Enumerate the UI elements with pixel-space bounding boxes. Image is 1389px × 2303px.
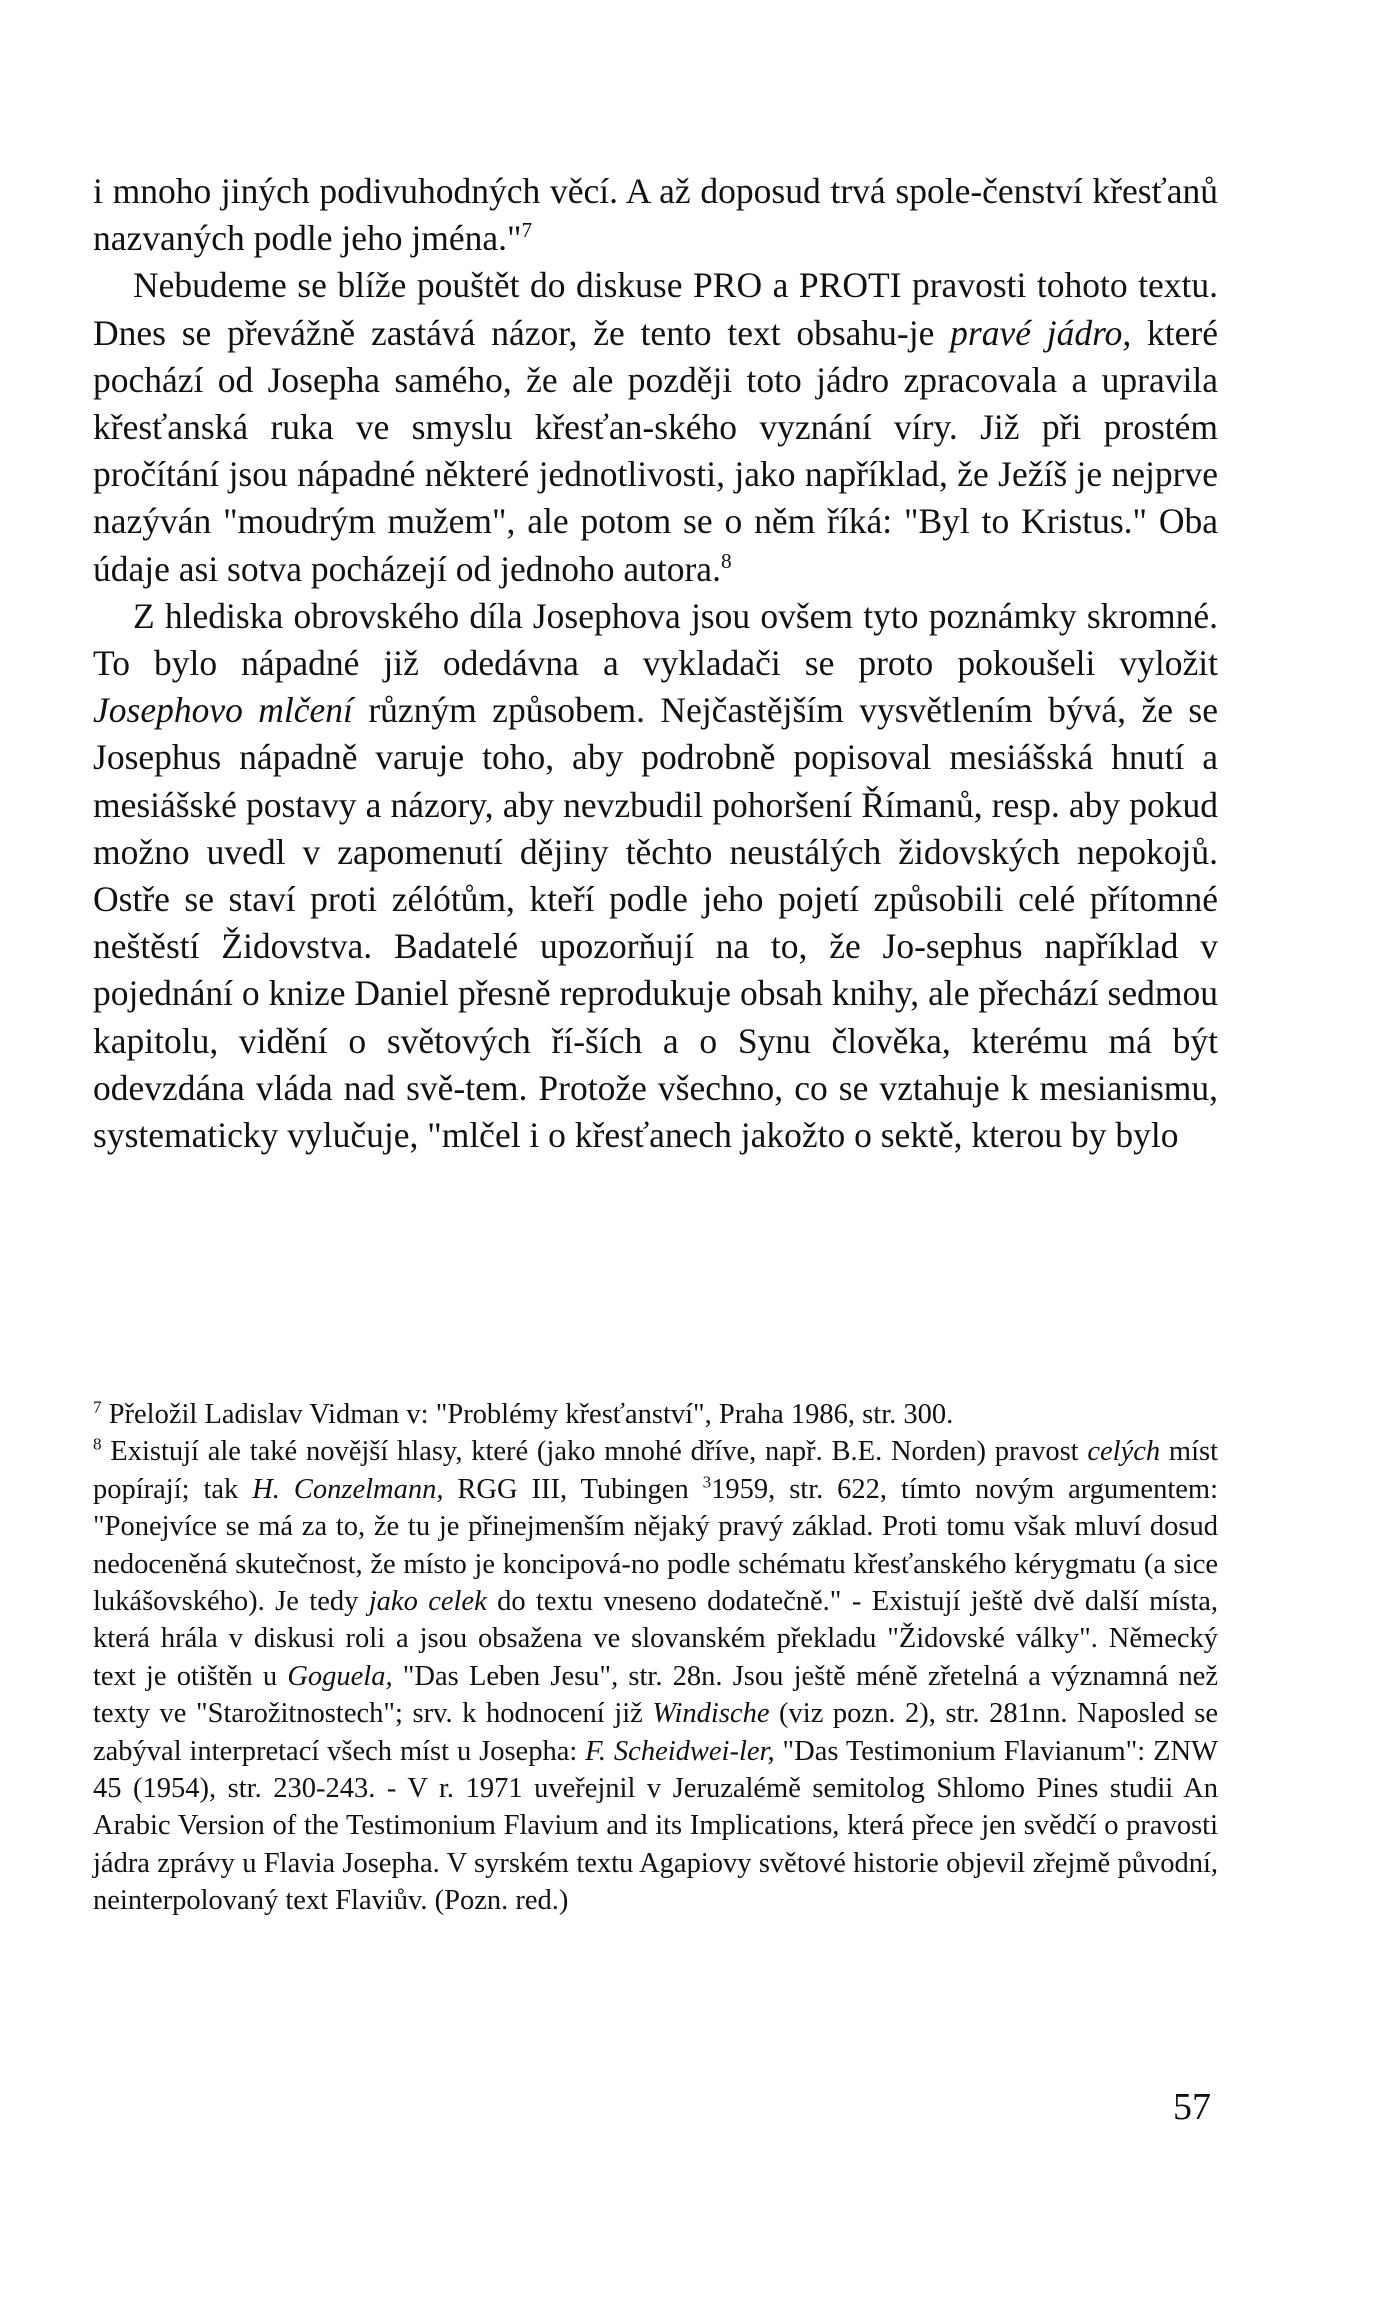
footnote-ref-8[interactable]: 8 — [720, 548, 732, 573]
footnote-8-text: míst popírají; tak — [93, 1436, 1218, 1505]
main-text — [93, 168, 1218, 1159]
footnote-7-number: 7 — [93, 1397, 102, 1417]
paragraph-3 — [93, 593, 1218, 1159]
footnote-ref-7[interactable]: 7 — [521, 218, 533, 243]
footnote-8-emphasis: celých — [1087, 1436, 1161, 1468]
paragraph-3-emphasis: Josephovo mlčení — [93, 690, 353, 731]
paragraph-1-text: i mnoho jiných podivuhodných věcí. A až doposud trvá spole-čenství křesťanů nazvaných podle jeho jména." — [93, 171, 1218, 259]
paragraph-3-text-b: různým způsobem. Nejčastějším vysvětlením bývá, že se Josephus nápadně varuje toho, aby podrobně popisoval mesiášská hnutí a mesiášské postavy a názory, aby nevzbudil pohoršení Římanů, resp. aby pokud možno uvedl v zapomenutí dějiny těchto neustálých židovských nepokojů. Ostře se staví proti zélótům, kteří podle jeho pojetí způsobili celé přítomné neštěstí Židovstva. Badatelé upozorňují na to, že Jo-sephus například v pojednání o knize Daniel přesně reprodukuje obsah knihy, ale přechází sedmou kapitolu, vidění o světových ří-ších a o Synu člověka, kterému má být odevzdána vláda nad svě-tem. Protože všechno, co se vztahuje k mesianismu, systematicky vylučuje, "mlčel i o křesťanech jakožto o sektě, kterou by bylo — [93, 690, 1218, 1156]
footnotes — [93, 1396, 1218, 1920]
footnote-8-number: 8 — [93, 1434, 102, 1454]
footnote-8-text: RGG III, Tubingen — [443, 1473, 703, 1505]
footnote-8-text: "Das Leben Jesu", str. 28n. Jsou ještě méně zřetelná a významná než texty ve "Starožitnostech"; srv. k hodnocení již — [93, 1660, 1218, 1730]
footnote-8-author-name: H. Conzelmann, — [252, 1473, 444, 1505]
footnote-8-author-name: Goguela, — [287, 1660, 393, 1692]
footnote-8-text: (viz pozn. 2), str. 281nn. Naposled se zabýval interpretací všech míst u Josepha: — [93, 1698, 1218, 1767]
footnote-7 — [93, 1396, 1218, 1433]
footnote-8-text: Existují ale také novější hlasy, které (jako mnohé dříve, např. B.E. Norden) pravost — [101, 1436, 1088, 1468]
edition-superscript: 3 — [702, 1472, 712, 1492]
footnote-8-text: "Das Testimonium Flavianum": ZNW 45 (1954), str. 230-243. - V r. 1971 uveřejnil v Jeruzalémě semitolog Shlomo Pines studii An Arabic Version of the Testimonium Flavium and its Implications, která přece jen svědčí o pravosti jádra zprávy u Flavia Josepha. V syrském textu Agapiovy světové historie objevil zřejmě původní, neinterpolovaný text Flaviův. (Pozn. red.) — [93, 1735, 1218, 1917]
footnote-8-author-name: Windische — [652, 1698, 770, 1730]
footnote-8-emphasis: jako celek — [368, 1586, 487, 1618]
paragraph-1 — [93, 168, 1218, 262]
footnote-8-text: 1959, str. 622, tímto novým argumentem: "Ponejvíce se má za to, že tu je přinejmenším nějaký pravý základ. Proti tomu však mluví dosud nedoceněná skutečnost, že místo je koncipová-no podle schématu křesťanského kérygmatu (a sice lukášovského). Je tedy — [93, 1473, 1218, 1618]
paragraph-2-text-b: které pochází od Josepha samého, že ale později toto jádro zpracovala a upravila křesťanská ruka ve smyslu křesťan-ského vyznání víry. Již při prostém pročítání jsou nápadné některé jednotlivosti, jako například, že Ježíš je nejprve nazýván "moudrým mužem", ale potom se o něm říká: "Byl to Kristus." Oba údaje asi sotva pocházejí od jednoho autora. — [93, 312, 1218, 589]
paragraph-2 — [93, 262, 1218, 592]
page-number: 57 — [1173, 2086, 1211, 2128]
paragraph-2-text-a: Nebudeme se blíže pouštět do diskuse PRO a PROTI pravosti tohoto textu. Dnes se převážně zastává názor, že tento text obsahu-je — [93, 265, 1218, 353]
footnote-8-author-name: F. Scheidwei-ler, — [585, 1735, 775, 1767]
footnote-8-text: do textu vneseno dodatečně." - Existují ještě dvě další místa, která hrála v diskusi roli a jsou obsažena ve slovanském překladu "Židovské války". Německý text je otištěn u — [93, 1586, 1219, 1692]
paragraph-2-emphasis: pravé jádro, — [950, 312, 1132, 353]
footnote-8 — [93, 1433, 1218, 1919]
paragraph-3-text-a: Z hlediska obrovského díla Josephova jsou ovšem tyto poznámky skromné. To bylo nápadné již odedávna a vykladači se proto pokoušeli vyložit — [93, 595, 1218, 684]
footnote-7-text: Přeložil Ladislav Vidman v: "Problémy křesťanství", Praha 1986, str. 300. — [101, 1399, 954, 1430]
